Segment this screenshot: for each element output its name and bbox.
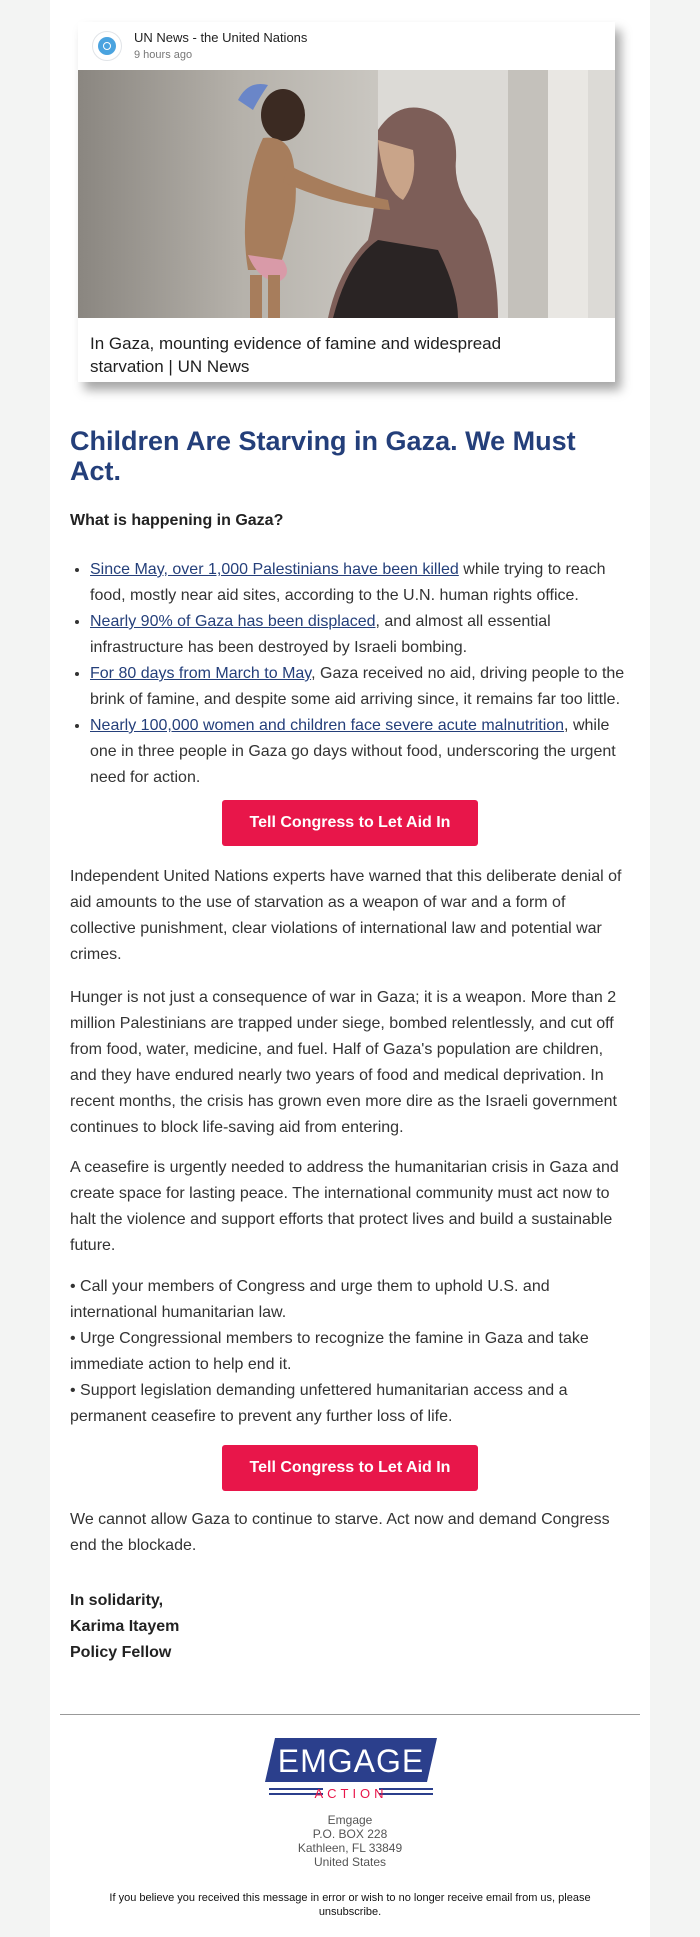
logo-sub: ACTION — [314, 1786, 388, 1801]
action-item: • Support legislation demanding unfettered humanitarian access and a permanent ceasefire to prevent any further loss of life. — [70, 1382, 568, 1425]
action-item: • Urge Congressional members to recognize the famine in Gaza and take immediate action to help end it. — [70, 1330, 589, 1373]
paragraph-hunger-weapon: Hunger is not just a consequence of war in Gaza; it is a weapon. More than 2 million Palestinians are trapped under siege, bombed relentlessly, and cut off from food, water, medicine, and fuel. Half of Gaza's population are children, and they have endured nearly two years of food and medical deprivation. In recent months, the crisis has grown even more dire as the Israeli government continues to block life-saving aid from entering. — [70, 989, 617, 1136]
fact-item — [90, 713, 630, 791]
logo-word: EMGAGE — [277, 1743, 425, 1779]
fact-item — [90, 661, 630, 713]
paragraph-ceasefire: A ceasefire is urgently needed to address the humanitarian crisis in Gaza and create space for lasting peace. The international community must act now to halt the violence and support efforts that protect lives and build a sustainable future. — [70, 1159, 619, 1254]
news-card[interactable] — [78, 22, 615, 382]
headline: Children Are Starving in Gaza. We Must Act. — [70, 426, 576, 486]
section-question: What is happening in Gaza? — [70, 512, 284, 529]
fact-text: , Gaza received no aid, driving people to the brink of famine, and despite some aid arriving since, it remains far too little. — [90, 665, 625, 708]
fact-link[interactable]: Since May, over 1,000 Palestinians have been killed — [90, 561, 459, 578]
emgage-action-logo[interactable] — [265, 1738, 437, 1802]
fact-item — [90, 557, 630, 609]
email-body — [50, 0, 650, 1937]
source-name: UN News - the United Nations — [134, 30, 308, 45]
news-photo — [78, 70, 615, 318]
fact-text: , and almost all essential infrastructure has been destroyed by Israeli bombing. — [90, 613, 551, 656]
signature — [70, 1588, 179, 1666]
org-name: Emgage — [327, 1813, 373, 1827]
fact-link[interactable]: Nearly 90% of Gaza has been displaced — [90, 613, 376, 630]
org-city: Kathleen, FL 33849 — [297, 1841, 403, 1855]
action-item: • Call your members of Congress and urge them to uphold U.S. and international humanitarian law. — [70, 1278, 550, 1321]
tell-congress-button[interactable]: Tell Congress to Let Aid In — [222, 800, 478, 846]
un-logo-icon — [92, 31, 122, 61]
footer-divider — [60, 1714, 640, 1715]
post-time: 9 hours ago — [134, 49, 193, 61]
news-card-caption[interactable]: In Gaza, mounting evidence of famine and widespread starvation | UN News — [90, 334, 502, 376]
fact-item — [90, 609, 630, 661]
fact-link[interactable]: Nearly 100,000 women and children face severe acute malnutrition — [90, 717, 565, 734]
action-list — [70, 1274, 630, 1430]
fact-text: while trying to reach food, mostly near aid sites, according to the U.N. human rights office. — [90, 561, 606, 604]
signoff: In solidarity, — [70, 1592, 164, 1609]
fact-text: , while one in three people in Gaza go days without food, underscoring the urgent need for action. — [90, 717, 616, 786]
fact-link[interactable]: For 80 days from March to May — [90, 665, 312, 682]
closing-paragraph: We cannot allow Gaza to continue to starve. Act now and demand Congress end the blockade. — [70, 1511, 610, 1554]
paragraph-un-experts: Independent United Nations experts have warned that this deliberate denial of aid amounts to the use of starvation as a weapon of war and a form of collective punishment, clear violations of international law and potential war crimes. — [70, 868, 622, 963]
unsubscribe-note[interactable]: If you believe you received this message in error or wish to no longer receive email from us, please unsubscribe. — [109, 1892, 591, 1918]
news-card-header — [78, 22, 615, 70]
org-po-box: P.O. BOX 228 — [312, 1827, 388, 1841]
org-address — [50, 1813, 650, 1869]
signer-name: Karima Itayem — [70, 1618, 180, 1635]
signer-title: Policy Fellow — [70, 1644, 172, 1661]
org-country: United States — [313, 1855, 387, 1869]
tell-congress-button-2[interactable]: Tell Congress to Let Aid In — [222, 1445, 478, 1491]
facts-list — [70, 557, 630, 791]
